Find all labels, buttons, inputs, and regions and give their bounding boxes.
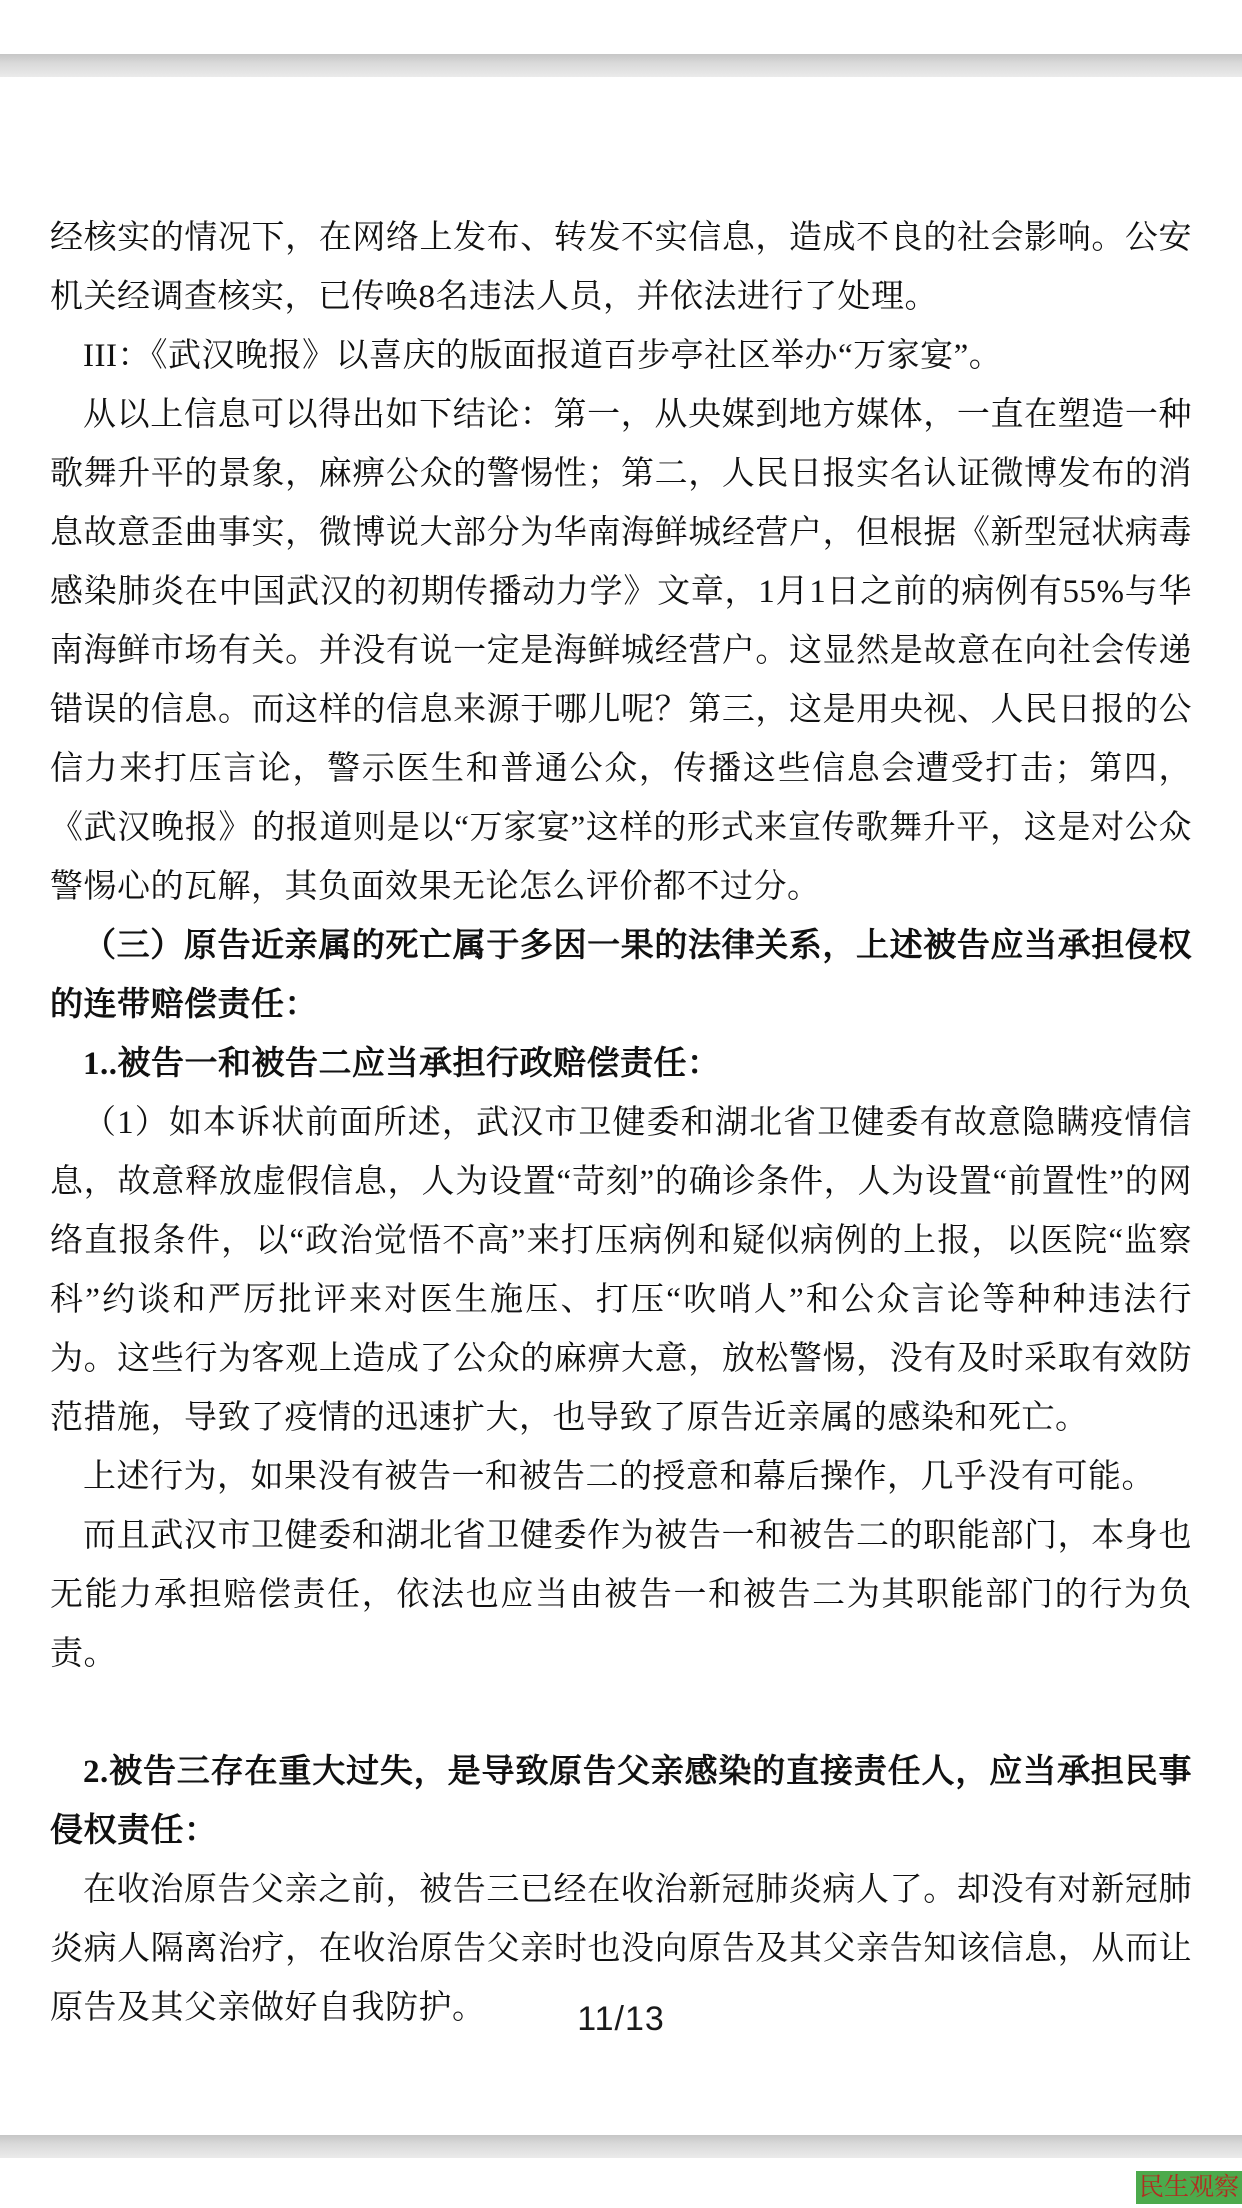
paragraph: 而且武汉市卫健委和湖北省卫健委作为被告一和被告二的职能部门，本身也无能力承担赔偿责任，依法也应当由被告一和被告二为其职能部门的行为负责。 (50, 1518, 1192, 1672)
paragraph: （1）如本诉状前面所述，武汉市卫健委和湖北省卫健委有故意隐瞒疫情信息，故意释放虚假信息，人为设置“苛刻”的确诊条件，人为设置“前置性”的网络直报条件，以“政治觉悟不高”来打压病例和疑似病例的上报，以医院“监察科”约谈和严厉批评来对医生施压、打压“吹哨人”和公众言论等种种违法行为。这些行为客观上造成了公众的麻痹大意，放松警惕，没有及时采取有效防范措施，导致了疫情的迅速扩大，也导致了原告近亲属的感染和死亡。 (50, 1105, 1192, 1436)
page-seam-bottom (0, 2135, 1242, 2158)
paragraph: 经核实的情况下，在网络上发布、转发不实信息，造成不良的社会影响。公安机关经调查核实，已传唤8名违法人员，并依法进行了处理。 (50, 220, 1192, 315)
paragraph: 上述行为，如果没有被告一和被告二的授意和幕后操作，几乎没有可能。 (83, 1459, 1155, 1495)
section-heading: 1..被告一和被告二应当承担行政赔偿责任： (83, 1046, 721, 1082)
page-indicator: 11/13 (577, 2000, 665, 2038)
watermark-badge: 民生观察 (1136, 2171, 1242, 2204)
paragraph: 从以上信息可以得出如下结论：第一，从央媒到地方媒体，一直在塑造一种歌舞升平的景象，麻痹公众的警惕性；第二，人民日报实名认证微博发布的消息故意歪曲事实，微博说大部分为华南海鲜城经营户，但根据《新型冠状病毒感染肺炎在中国武汉的初期传播动力学》文章，1月1日之前的病例有55%与华南海鲜市场有关。并没有说一定是海鲜城经营户。这显然是故意在向社会传递错误的信息。而这样的信息来源于哪儿呢？第三，这是用央视、人民日报的公信力来打压言论，警示医生和普通公众，传播这些信息会遭受打击；第四，《武汉晚报》的报道则是以“万家宴”这样的形式来宣传歌舞升平，这是对公众警惕心的瓦解，其负面效果无论怎么评价都不过分。 (50, 397, 1192, 905)
section-heading: 2.被告三存在重大过失，是导致原告父亲感染的直接责任人，应当承担民事侵权责任： (50, 1754, 1192, 1849)
paragraph: 在收治原告父亲之前，被告三已经在收治新冠肺炎病人了。却没有对新冠肺炎病人隔离治疗，在收治原告父亲时也没向原告及其父亲告知该信息，从而让原告及其父亲做好自我防护。 (50, 1872, 1192, 2026)
document-page (50, 209, 1192, 2038)
paragraph: III：《武汉晚报》以喜庆的版面报道百步亭社区举办“万家宴”。 (83, 338, 1003, 374)
page-seam-top (0, 54, 1242, 77)
section-heading: （三）原告近亲属的死亡属于多因一果的法律关系，上述被告应当承担侵权的连带赔偿责任： (50, 928, 1192, 1023)
